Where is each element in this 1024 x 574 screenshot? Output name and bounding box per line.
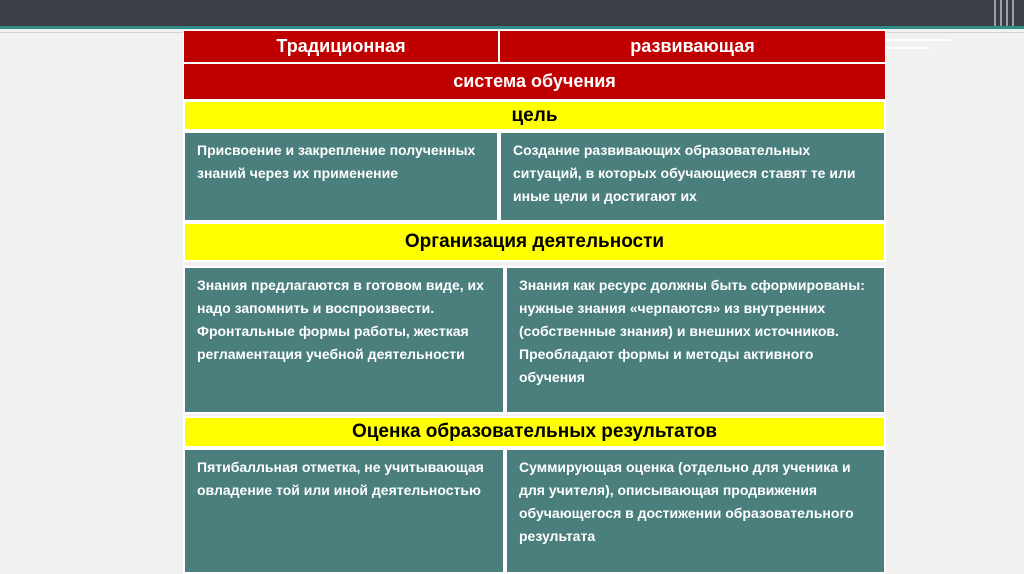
assessment-heading-label: Оценка образовательных результатов	[351, 421, 718, 442]
organization-traditional-cell	[183, 266, 505, 414]
assessment-developing-cell	[505, 448, 886, 574]
assessment-developing-text: Суммирующая оценка (отдельно для ученика и для учителя), описывающая продвижения обучающегося в достижении образовательного результата	[519, 459, 854, 544]
goal-heading	[183, 100, 886, 131]
header-developing	[499, 30, 886, 63]
assessment-traditional-cell	[183, 448, 505, 574]
goal-developing-cell	[499, 131, 886, 222]
goal-heading-label: цель	[511, 104, 558, 126]
assessment-heading	[183, 416, 886, 448]
organization-developing-text: Знания как ресурс должны быть сформированы: нужные знания «черпаются» из внутренних (собственные знания) и внешних источников. Преобладают формы и методы активного обучения	[519, 277, 865, 385]
organization-traditional-text: Знания предлагаются в готовом виде, их надо запомнить и воспроизвести. Фронтальные формы работы, жесткая регламентация учебной деятельности	[197, 277, 484, 362]
header-traditional-label: Традиционная	[276, 36, 406, 56]
organization-developing-cell	[505, 266, 886, 414]
assessment-traditional-text: Пятибалльная отметка, не учитывающая овладение той или иной деятельностью	[197, 459, 484, 498]
organization-heading	[183, 222, 886, 262]
goal-traditional-text: Присвоение и закрепление полученных знаний через их применение	[197, 142, 476, 181]
system-row	[183, 63, 886, 100]
goal-developing-text: Создание развивающих образовательных ситуаций, в которых обучающиеся ставят те или иные цели и достигают их	[513, 142, 856, 204]
header-developing-label: развивающая	[630, 36, 755, 56]
goal-traditional-cell	[183, 131, 499, 222]
organization-heading-label: Организация деятельности	[404, 231, 665, 252]
system-row-label: система обучения	[453, 71, 616, 91]
header-traditional	[183, 30, 499, 63]
